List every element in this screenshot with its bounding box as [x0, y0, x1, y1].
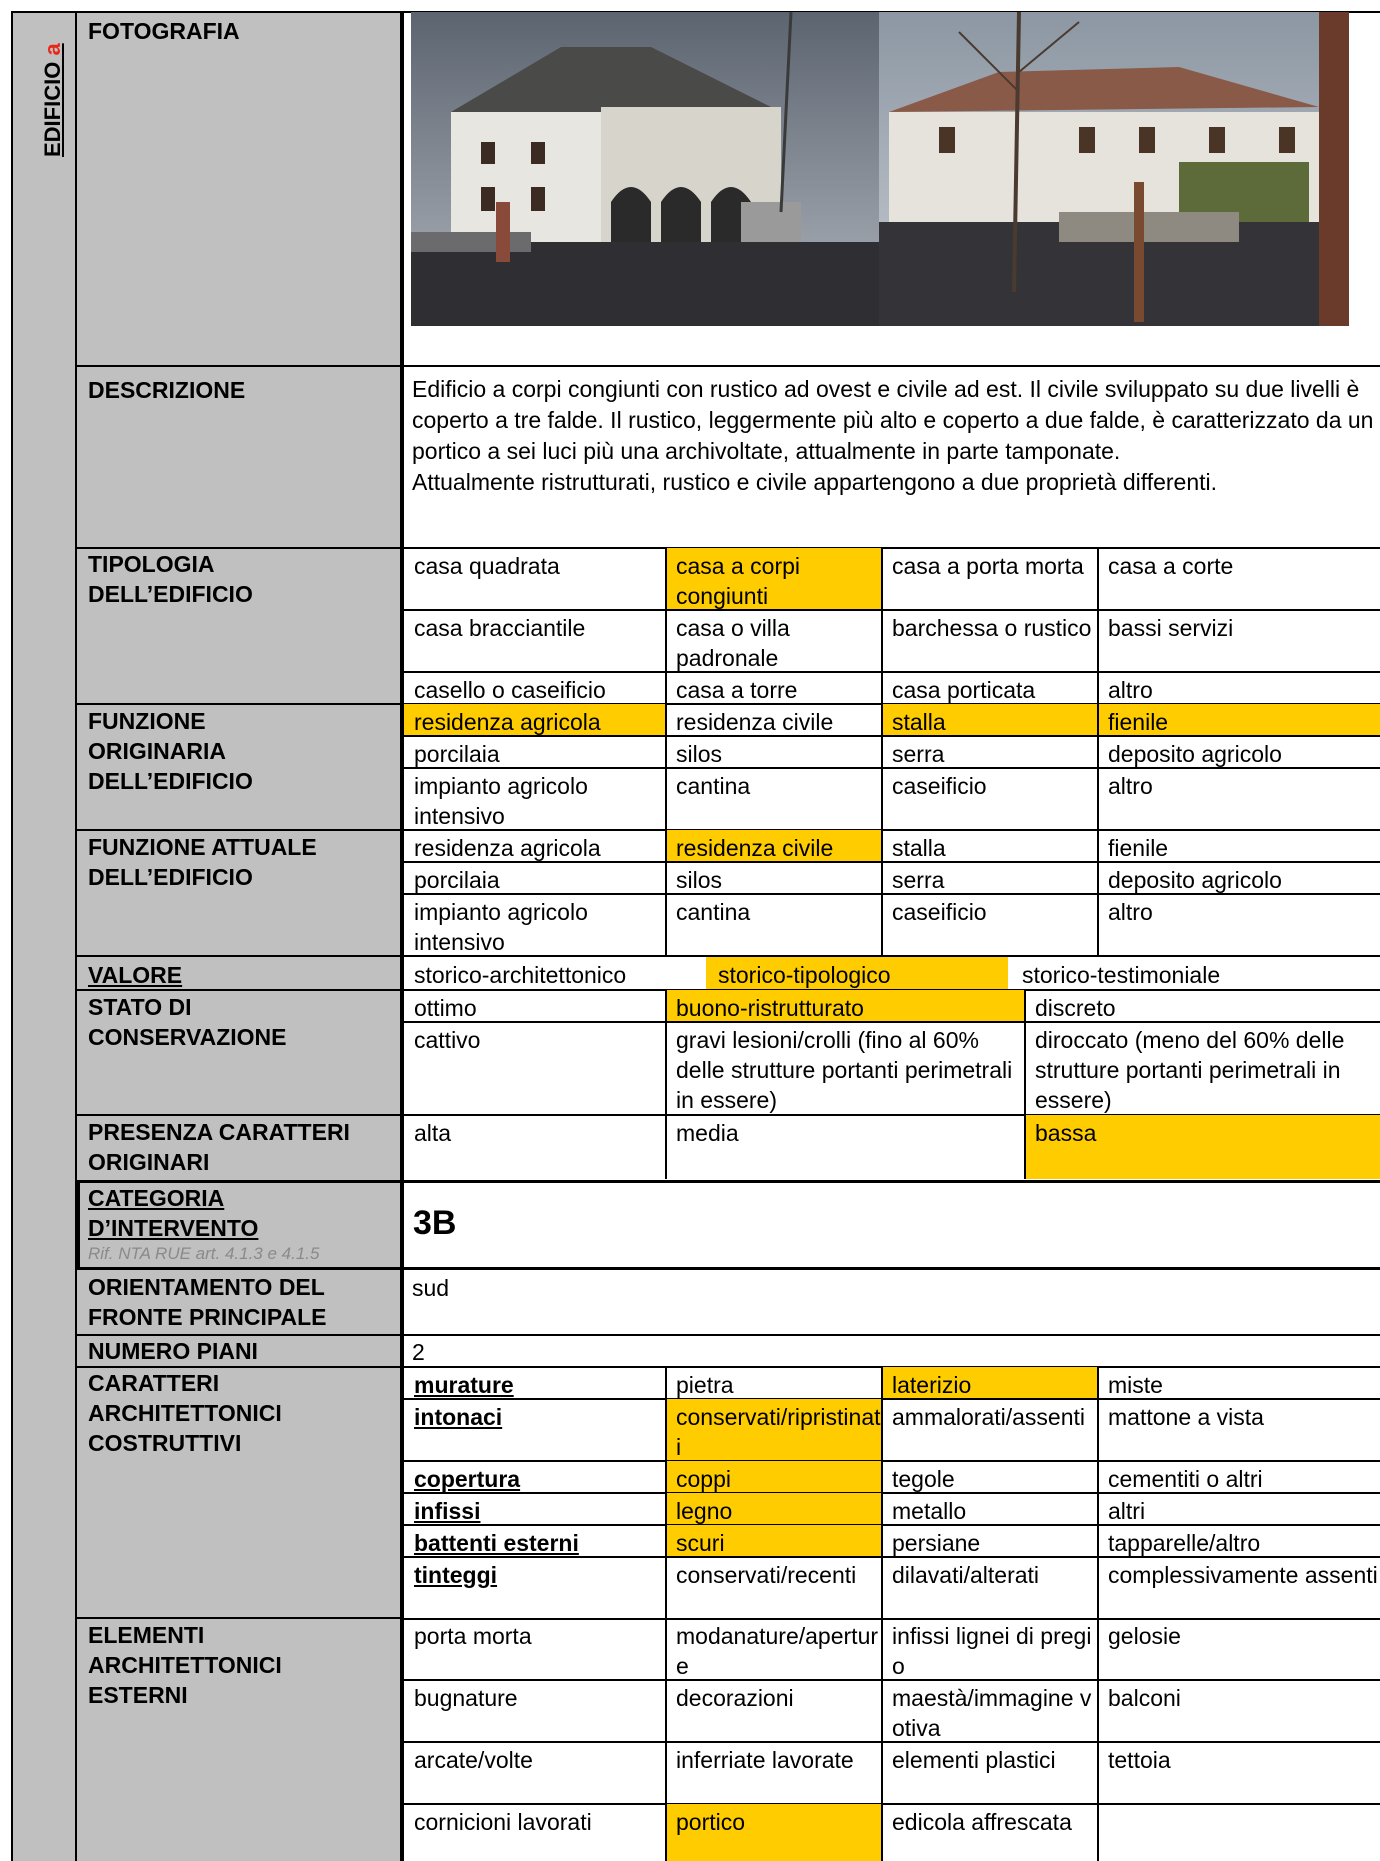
caratteri-cell: miste: [1108, 1372, 1163, 1398]
elementi-cell: edicola affrescata: [892, 1809, 1072, 1835]
funzione_attuale-cell: serra: [892, 867, 945, 893]
funzione_attuale-col-sep: [881, 830, 883, 956]
stato-cell: buono-ristrutturato: [666, 990, 1025, 1022]
tipologia-sep: [77, 703, 402, 705]
valore-cell: storico-architettonico: [414, 962, 627, 988]
caratteri-cell: complessivamente assenti: [1108, 1562, 1378, 1588]
elementi-cell: balconi: [1108, 1685, 1181, 1711]
funzione_originaria-col-sep: [1097, 704, 1099, 830]
valore-label: VALORE: [88, 962, 183, 988]
sep-fotografia: [77, 365, 1380, 367]
funzione_originaria-col-sep: [665, 704, 667, 830]
elementi-cell: cornicioni lavorati: [414, 1809, 592, 1835]
funzione_originaria-cell: porcilaia: [414, 741, 500, 767]
elementi-col-sep: [881, 1618, 883, 1861]
categoria-label: CATEGORIA D’INTERVENTO: [88, 1185, 259, 1241]
tipologia-col-sep: [1097, 548, 1099, 704]
orientamento-value: sud: [412, 1275, 450, 1301]
tipologia-col-sep: [665, 548, 667, 704]
funzione-originaria-label: FUNZIONE ORIGINARIA DELL’EDIFICIO: [88, 708, 253, 794]
piani-value: 2: [412, 1339, 425, 1365]
caratteri-key: infissi: [414, 1498, 481, 1524]
funzione_originaria-cell: stalla: [882, 704, 1098, 736]
caratteri-key: murature: [414, 1372, 514, 1398]
funzione_attuale-cell: caseificio: [892, 899, 987, 925]
funzione_attuale-cell: deposito agricolo: [1108, 867, 1282, 893]
funzione_attuale-cell: residenza civile: [666, 830, 882, 862]
caratteri-cell: scuri: [666, 1525, 882, 1557]
tipologia-cell: casa a corpi congiunti: [666, 548, 882, 610]
caratteri-cell: conservati/ripristinati: [666, 1399, 882, 1461]
tipologia-cell: bassi servizi: [1108, 615, 1234, 641]
caratteri-cell: tapparelle/altro: [1108, 1530, 1261, 1556]
elementi-label: ELEMENTI ARCHITETTONICI ESTERNI: [88, 1622, 282, 1708]
stato-label: STATO DI CONSERVAZIONE: [88, 994, 287, 1050]
funzione_originaria-cell: impianto agricolo intensivo: [414, 773, 588, 829]
presenza-cell: bassa: [1025, 1115, 1380, 1179]
caratteri-cell: coppi: [666, 1461, 882, 1493]
stato-col-sep: [665, 990, 667, 1115]
funzione_attuale-cell: stalla: [892, 835, 946, 861]
tipologia-cell: casa o villa padronale: [676, 615, 790, 671]
caratteri-cell: cementiti o altri: [1108, 1466, 1263, 1492]
tipologia-cell: casa quadrata: [414, 553, 560, 579]
sep-orientamento: [77, 1334, 1380, 1336]
descrizione-label: DESCRIZIONE: [88, 377, 246, 403]
elementi-cell: portico: [666, 1804, 882, 1861]
piani-label: NUMERO PIANI: [88, 1338, 258, 1364]
tipologia-label: TIPOLOGIA DELL’EDIFICIO: [88, 551, 253, 607]
elementi-cell: modanature/aperture: [676, 1623, 879, 1679]
photo-east: [879, 12, 1349, 326]
tipologia-cell: altro: [1108, 677, 1153, 703]
descrizione-paragraph-1: Edificio a corpi congiunti con rustico ad ovest e civile ad est. Il civile sviluppato su due livelli è coperto a tre falde. Il rustico, leggermente più alto e coperto a due falde, è caratterizzato da un portico a sei luci più una archivoltate, attualmente in parte tamponate.: [412, 376, 1374, 464]
label-col-border: [402, 11, 404, 1861]
caratteri-cell: mattone a vista: [1108, 1404, 1264, 1430]
elementi-col-sep: [1097, 1618, 1099, 1861]
tipologia-cell: casa bracciantile: [414, 615, 586, 641]
tipologia-col-sep: [881, 548, 883, 704]
building-letter: a: [40, 43, 65, 56]
stato-col-sep: [1024, 990, 1026, 1115]
descrizione-text: [402, 371, 1380, 498]
funzione_originaria-cell: cantina: [676, 773, 751, 799]
elementi-cell: inferriate lavorate: [676, 1747, 854, 1773]
caratteri-cell: tegole: [892, 1466, 955, 1492]
funzione_originaria-col-sep: [881, 704, 883, 830]
funzione_attuale-cell: altro: [1108, 899, 1153, 925]
caratteri-col-sep: [665, 1367, 667, 1619]
elementi-cell: infissi lignei di pregio: [892, 1623, 1092, 1679]
tipologia-cell: casa a porta morta: [892, 553, 1084, 579]
funzione_originaria-cell: altro: [1108, 773, 1153, 799]
funzione_attuale-col-sep: [665, 830, 667, 956]
elementi-cell: porta morta: [414, 1623, 532, 1649]
caratteri-cell: metallo: [892, 1498, 967, 1524]
elementi-cell: tettoia: [1108, 1747, 1171, 1773]
elementi-cell: decorazioni: [676, 1685, 794, 1711]
elementi-cell: gelosie: [1108, 1623, 1181, 1649]
stato-cell: diroccato (meno del 60% delle strutture portanti perimetrali in essere): [1035, 1027, 1345, 1113]
funzione_originaria-cell: serra: [892, 741, 945, 767]
presenza-cell: media: [676, 1120, 739, 1146]
funzione_attuale-cell: impianto agricolo intensivo: [414, 899, 588, 955]
stato-cell: gravi lesioni/crolli (fino al 60% delle strutture portanti perimetrali in essere): [676, 1027, 1013, 1113]
funzione_originaria-cell: residenza agricola: [404, 704, 666, 736]
presenza-col-sep: [665, 1115, 667, 1179]
fa-sep: [77, 955, 402, 957]
funzione_attuale-cell: silos: [676, 867, 723, 893]
caratteri-cell: persiane: [892, 1530, 981, 1556]
stato-cell: ottimo: [414, 995, 477, 1021]
caratteri-key: battenti esterni: [414, 1530, 579, 1556]
tipologia-cell: casa a corte: [1108, 553, 1234, 579]
caratteri-key: intonaci: [414, 1404, 503, 1430]
elementi-cell: maestà/immagine votiva: [892, 1685, 1092, 1741]
tipologia-cell: casa a torre: [676, 677, 798, 703]
fotografia-label: FOTOGRAFIA: [88, 18, 240, 44]
caratteri-cell: conservati/recenti: [676, 1562, 857, 1588]
funzione_attuale-cell: cantina: [676, 899, 751, 925]
caratteri-col-sep: [1097, 1367, 1099, 1619]
caratteri-key: copertura: [414, 1466, 521, 1492]
presenza-cell: alta: [414, 1120, 452, 1146]
funzione_originaria-cell: fienile: [1098, 704, 1380, 736]
caratteri-cell: dilavati/alterati: [892, 1562, 1040, 1588]
caratteri-label: CARATTERI ARCHITETTONICI COSTRUTTIVI: [88, 1370, 282, 1456]
orientamento-label: ORIENTAMENTO DEL FRONTE PRINCIPALE: [88, 1274, 327, 1330]
stato-cell: discreto: [1035, 995, 1116, 1021]
photo-west: [411, 12, 879, 326]
funzione_attuale-col-sep: [1097, 830, 1099, 956]
building-prefix: EDIFICIO: [40, 55, 65, 157]
funzione_originaria-cell: residenza civile: [676, 709, 834, 735]
caratteri-cell: ammalorati/assenti: [892, 1404, 1086, 1430]
elementi-cell: elementi plastici: [892, 1747, 1056, 1773]
elementi-cell: bugnature: [414, 1685, 518, 1711]
caratteri-sep: [77, 1617, 402, 1619]
fo-sep: [77, 829, 402, 831]
caratteri-key: tinteggi: [414, 1562, 498, 1588]
funzione_originaria-cell: caseificio: [892, 773, 987, 799]
caratteri-cell: laterizio: [882, 1367, 1098, 1399]
stato-cell: cattivo: [414, 1027, 481, 1053]
presenza-col-sep: [1024, 1115, 1026, 1179]
funzione_originaria-cell: deposito agricolo: [1108, 741, 1282, 767]
elementi-cell: arcate/volte: [414, 1747, 533, 1773]
side-strip: [11, 11, 77, 1861]
funzione_attuale-cell: porcilaia: [414, 867, 500, 893]
valore-cell: storico-testimoniale: [1022, 962, 1221, 988]
elementi-cell: [1098, 1804, 1380, 1861]
valore-cell: storico-tipologico: [706, 957, 1008, 989]
label-column: [77, 11, 402, 1861]
funzione_attuale-cell: residenza agricola: [414, 835, 601, 861]
caratteri-cell: legno: [666, 1493, 882, 1525]
funzione_attuale-cell: fienile: [1108, 835, 1169, 861]
tipologia-cell: barchessa o rustico: [892, 615, 1092, 641]
elementi-col-sep: [665, 1618, 667, 1861]
building-id-label: [40, 12, 70, 162]
categoria-value: 3B: [413, 1204, 457, 1242]
caratteri-col-sep: [881, 1367, 883, 1619]
tipologia-cell: casa porticata: [892, 677, 1036, 703]
funzione_originaria-cell: silos: [676, 741, 723, 767]
caratteri-cell: altri: [1108, 1498, 1146, 1524]
caratteri-cell: pietra: [676, 1372, 734, 1398]
tipologia-cell: casello o caseificio: [414, 677, 606, 703]
categoria-note: Rif. NTA RUE art. 4.1.3 e 4.1.5: [88, 1244, 320, 1263]
presenza-label: PRESENZA CARATTERI ORIGINARI: [88, 1119, 350, 1175]
descrizione-paragraph-2: Attualmente ristrutturati, rustico e civile appartengono a due proprietà differenti.: [412, 469, 1218, 495]
funzione-attuale-label: FUNZIONE ATTUALE DELL’EDIFICIO: [88, 834, 317, 890]
